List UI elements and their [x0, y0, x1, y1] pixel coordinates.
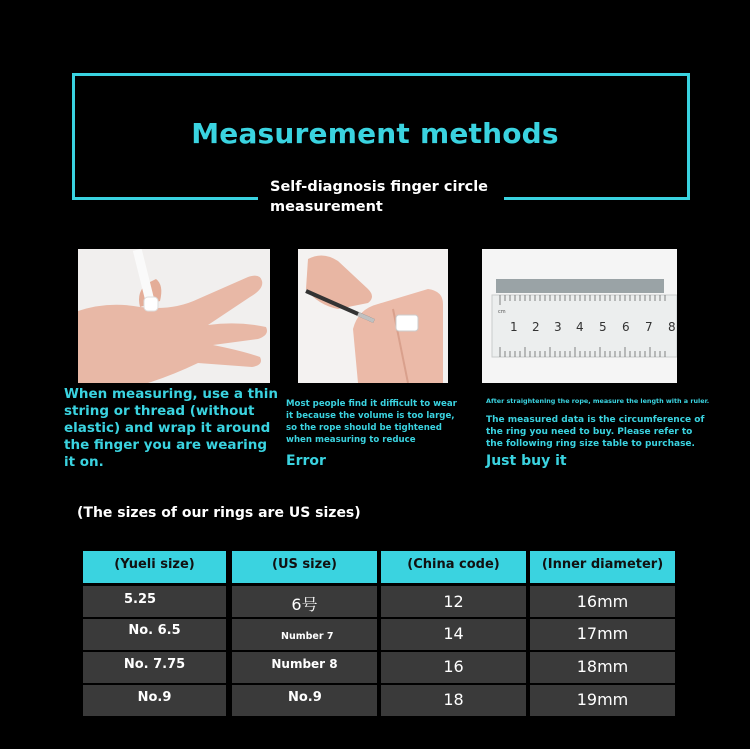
- table-cell: 16mm: [530, 586, 675, 617]
- svg-text:2: 2: [532, 320, 540, 334]
- svg-text:3: 3: [554, 320, 562, 334]
- table-cell: Number 8: [232, 652, 377, 683]
- svg-text:4: 4: [576, 320, 584, 334]
- header-inner-diameter: (Inner diameter): [530, 551, 675, 583]
- table-cell: No.9: [83, 685, 226, 716]
- svg-text:8: 8: [668, 320, 676, 334]
- svg-text:1: 1: [510, 320, 518, 334]
- step2-label: Error: [286, 453, 326, 469]
- table-cell: 6号: [232, 586, 377, 617]
- svg-text:6: 6: [622, 320, 630, 334]
- table-cell: 17mm: [530, 619, 675, 650]
- table-cell: Number 7: [232, 619, 377, 650]
- table-cell: 16: [381, 652, 526, 683]
- svg-text:7: 7: [645, 320, 653, 334]
- page-title: Measurement methods: [191, 117, 559, 150]
- step2-text: Most people find it difficult to wear it because the volume is too large, so the rope should be tightened when measuring to reduce: [286, 399, 457, 445]
- header-yueli-size: (Yueli size): [83, 551, 226, 583]
- table-cell: No. 7.75: [83, 652, 226, 683]
- table-cell: 14: [381, 619, 526, 650]
- hand-string-photo: [78, 249, 270, 383]
- ruler-photo: [482, 249, 677, 383]
- table-cell: No.9: [232, 685, 377, 716]
- table-cell: 5.25: [83, 586, 226, 617]
- svg-text:5: 5: [599, 320, 607, 334]
- table-cell: 12: [381, 586, 526, 617]
- svg-text:cm: cm: [498, 309, 506, 315]
- header-china-code: (China code): [381, 551, 526, 583]
- table-cell: 18: [381, 685, 526, 716]
- header-us-size: (US size): [232, 551, 377, 583]
- step1-text: When measuring, use a thin string or thread (without elastic) and wrap it around the finger you are wearing it on.: [64, 386, 278, 470]
- step3-small-text: After straightening the rope, measure the length with a ruler.: [486, 397, 710, 405]
- step3-label: Just buy it: [486, 453, 567, 469]
- step3-text: The measured data is the circumference of the ring you need to buy. Please refer to the following ring size table to purchase.: [486, 415, 705, 449]
- table-cell: 19mm: [530, 685, 675, 716]
- size-note: (The sizes of our rings are US sizes): [77, 505, 361, 521]
- hand-pen-photo: [298, 249, 448, 383]
- page-subtitle: Self-diagnosis finger circle measurement: [270, 179, 488, 215]
- table-cell: No. 6.5: [83, 619, 226, 650]
- table-cell: 18mm: [530, 652, 675, 683]
